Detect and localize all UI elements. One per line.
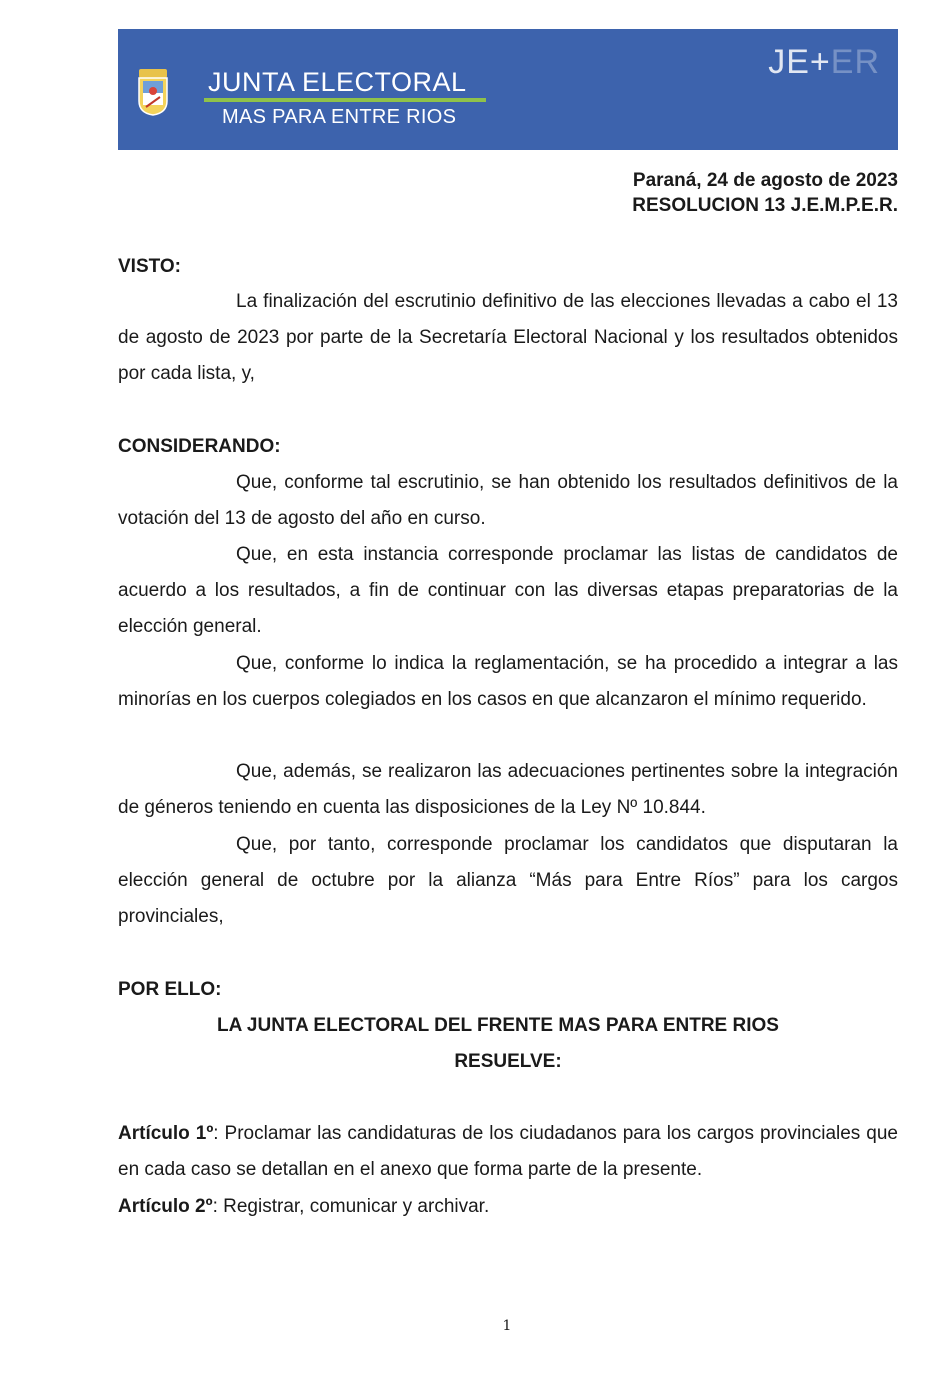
banner-divider bbox=[204, 98, 486, 102]
junta-line: LA JUNTA ELECTORAL DEL FRENTE MAS PARA ENTRE RIOS bbox=[217, 1015, 779, 1036]
article-2-label: Artículo 2º bbox=[118, 1196, 213, 1217]
document-date: Paraná, 24 de agosto de 2023 bbox=[632, 170, 898, 191]
banner-subtitle: MAS PARA ENTRE RIOS bbox=[222, 106, 457, 128]
visto-paragraph: La finalización del escrutinio definitivo de las elecciones llevadas a cabo el 13 de agosto de 2023 por parte de la Secretaría Electoral Nacional y los resultados obtenidos por cada lista, y, bbox=[118, 291, 898, 385]
resolution-number: RESOLUCION 13 J.E.M.P.E.R. bbox=[632, 195, 898, 216]
considerando-paragraph-1: Que, conforme tal escrutinio, se han obtenido los resultados definitivos de la votación del 13 de agosto del año en curso. bbox=[118, 472, 898, 530]
brand-logo-main: JE+ bbox=[768, 43, 831, 81]
provincial-seal-icon bbox=[136, 67, 170, 117]
brand-logo-faded: ER bbox=[830, 43, 880, 81]
visto-heading: VISTO: bbox=[118, 256, 181, 277]
brand-logo bbox=[768, 43, 880, 82]
article-2 bbox=[118, 1189, 898, 1225]
article-2-text: : Registrar, comunicar y archivar. bbox=[212, 1196, 490, 1217]
article-1-label: Artículo 1º bbox=[118, 1123, 214, 1144]
article-1-text: : Proclamar las candidaturas de los ciudadanos para los cargos provinciales que en cada caso se detallan en el anexo que forma parte de la presente. bbox=[118, 1123, 898, 1181]
header-banner bbox=[118, 29, 898, 150]
article-1 bbox=[118, 1116, 898, 1188]
resuelve-heading: RESUELVE: bbox=[454, 1051, 562, 1072]
considerando-paragraph-5: Que, por tanto, corresponde proclamar los candidatos que disputaran la elección general de octubre por la alianza “Más para Entre Ríos” para los cargos provinciales, bbox=[118, 834, 898, 928]
considerando-paragraph-2: Que, en esta instancia corresponde proclamar las listas de candidatos de acuerdo a los resultados, a fin de continuar con las diversas etapas preparatorias de la elección general. bbox=[118, 544, 898, 638]
por-ello-heading: POR ELLO: bbox=[118, 979, 222, 1000]
page-number: 1 bbox=[502, 1318, 512, 1334]
considerando-paragraph-3: Que, conforme lo indica la reglamentación, se ha procedido a integrar a las minorías en los cuerpos colegiados en los casos en que alcanzaron el mínimo requerido. bbox=[118, 653, 898, 711]
considerando-paragraph-4: Que, además, se realizaron las adecuaciones pertinentes sobre la integración de géneros teniendo en cuenta las disposiciones de la Ley Nº 10.844. bbox=[118, 761, 898, 819]
considerando-heading: CONSIDERANDO: bbox=[118, 436, 281, 457]
banner-title: JUNTA ELECTORAL bbox=[208, 67, 467, 97]
